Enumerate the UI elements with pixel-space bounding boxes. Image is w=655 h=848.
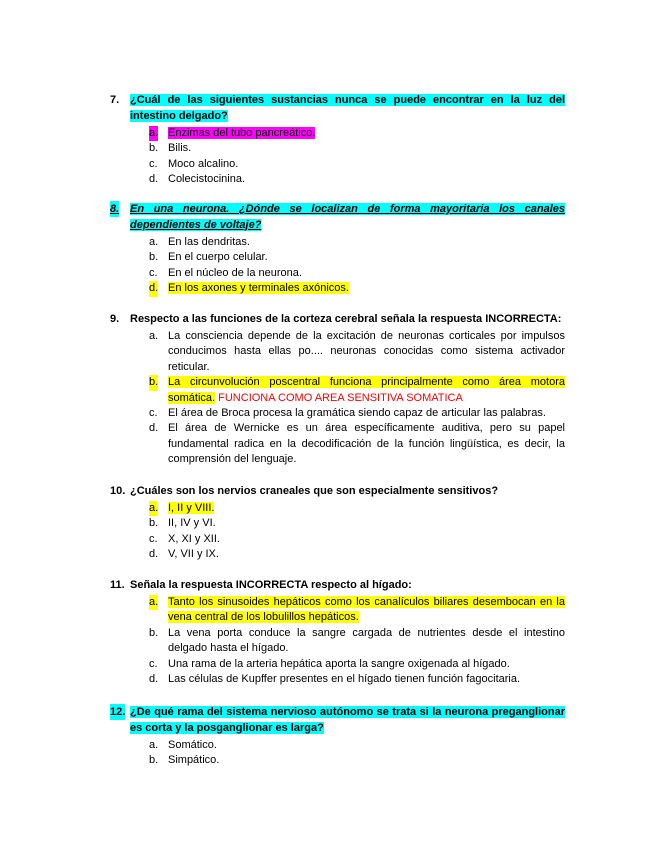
option-8d: d. En los axones y terminales axónicos. [110, 281, 565, 296]
question-number: 8. [110, 203, 120, 215]
option-text: I, II y VIII. [168, 502, 215, 514]
option-10b: b. II, IV y VI. [149, 517, 216, 530]
option-text: Simpático. [168, 754, 220, 767]
option-7a: a. Enzimas del tubo pancreático. [110, 126, 565, 141]
question-11-line [110, 577, 565, 593]
option-text: La circunvolución poscentral funciona principalmente como área motora somática. [168, 376, 565, 404]
option-11b: b. La vena porta conduce la sangre cargada de nutrientes desde el intestino delgado hasta el hígado. [149, 626, 565, 655]
question-number: 9. [110, 313, 120, 325]
question-number: 12. [110, 706, 126, 718]
option-text: Colecistocinina. [168, 173, 246, 186]
option-text: La vena porta conduce la sangre cargada de nutrientes desde el intestino delgado hasta el hígado. [168, 626, 565, 655]
option-7d: d. Colecistocinina. [149, 173, 246, 186]
option-9a: a. La consciencia depende de la excitación de neuronas corticales por impulsos conducimos hasta ellas po.... neuronas conocidas como sistema activador reticular. [149, 330, 565, 373]
question-text: ¿Cuáles son los nervios craneales que son especialmente sensitivos? [130, 485, 499, 497]
option-12a: a. Somático. [149, 739, 217, 751]
question-8 [110, 201, 565, 297]
option-text: Enzimas del tubo pancreático. [168, 127, 316, 139]
question-number: 7. [110, 94, 120, 106]
question-text: Respecto a las funciones de la corteza cerebral señala la respuesta INCORRECTA: [130, 313, 562, 325]
option-10c: c. X, XI y XII. [149, 532, 220, 545]
option-12b: b. Simpático. [149, 754, 220, 767]
option-text: La consciencia depende de la excitación de neuronas corticales por impulsos conducimos hasta ellas po.... neuronas conocidas como sistema activador reticular. [168, 330, 565, 373]
question-text: En una neurona. ¿Dónde se localizan de forma mayoritaria los canales dependientes de voltaje? [130, 203, 565, 231]
option-text: Las células de Kupffer presentes en el hígado tienen función fagocitaria. [168, 673, 521, 686]
question-text: ¿Cuál de las siguientes sustancias nunca se puede encontrar en la luz del intestino delgado? [130, 94, 565, 122]
question-number: 11. [110, 579, 125, 591]
option-text: En las dendritas. [168, 236, 250, 248]
option-text: X, XI y XII. [168, 532, 220, 545]
option-text: En el núcleo de la neurona. [168, 266, 302, 279]
answer-note: FUNCIONA COMO AREA SENSITIVA SOMATICA [218, 391, 463, 404]
option-text: El área de Broca procesa la gramática siendo capaz de articular las palabras. [168, 407, 546, 420]
option-11a: a. Tanto los sinusoides hepáticos como los canalículos biliares desembocan en la vena central de los lobulillos hepáticos. [149, 596, 565, 624]
option-10a: a. I, II y VIII. [110, 501, 565, 516]
option-8a: a. En las dendritas. [149, 236, 250, 248]
option-8c: c. En el núcleo de la neurona. [149, 266, 302, 279]
option-text: Somático. [168, 739, 217, 751]
question-11 [110, 577, 565, 687]
question-8-line [110, 201, 565, 233]
option-text: Tanto los sinusoides hepáticos como los canalículos biliares desembocan en la vena central de los lobulillos hepáticos. [168, 596, 565, 624]
question-9-line [110, 311, 565, 327]
option-8b: b. En el cuerpo celular. [149, 251, 268, 264]
option-9b: b. La circunvolución poscentral funciona principalmente como área motora somática. FUNCIONA COMO AREA SENSITIVA SOMATICA [149, 376, 565, 404]
option-7b: b. Bilis. [149, 142, 192, 155]
option-text: Bilis. [168, 142, 192, 155]
question-text: Señala la respuesta INCORRECTA respecto al hígado: [130, 579, 412, 591]
option-text: Moco alcalino. [168, 157, 239, 170]
option-text: En los axones y terminales axónicos. [168, 282, 349, 295]
option-text: Una rama de la arteria hepática aporta la sangre oxigenada al hígado. [168, 657, 510, 670]
question-9 [110, 311, 565, 468]
question-text: ¿De qué rama del sistema nervioso autónomo se trata si la neurona preganglionar es corta y la posganglionar es larga? [130, 706, 565, 734]
question-12 [110, 704, 565, 769]
option-10d: d. V, VII y IX. [149, 548, 219, 561]
option-text: II, IV y VI. [168, 517, 216, 530]
question-10 [110, 483, 565, 563]
option-11d: d. Las células de Kupffer presentes en el hígado tienen función fagocitaria. [149, 673, 521, 686]
question-12-line [110, 704, 565, 736]
option-text: V, VII y IX. [168, 548, 219, 561]
option-9c: c. El área de Broca procesa la gramática siendo capaz de articular las palabras. [149, 407, 546, 420]
option-11c: c. Una rama de la arteria hepática aporta la sangre oxigenada al hígado. [149, 657, 510, 670]
question-10-line [110, 483, 565, 499]
option-text: El área de Wernicke es un área específicamente auditiva, pero su papel fundamental radica en la decodificación de la función lingüística, es decir, la comprensión del lenguaje. [168, 422, 565, 466]
option-9d: d. El área de Wernicke es un área específicamente auditiva, pero su papel fundamental radica en la decodificación de la función lingüística, es decir, la comprensión del lenguaje. [149, 422, 565, 466]
question-7 [110, 92, 565, 188]
option-7c: c. Moco alcalino. [149, 157, 239, 170]
question-7-line [110, 92, 565, 124]
question-number: 10. [110, 485, 126, 497]
option-text: En el cuerpo celular. [168, 251, 268, 264]
